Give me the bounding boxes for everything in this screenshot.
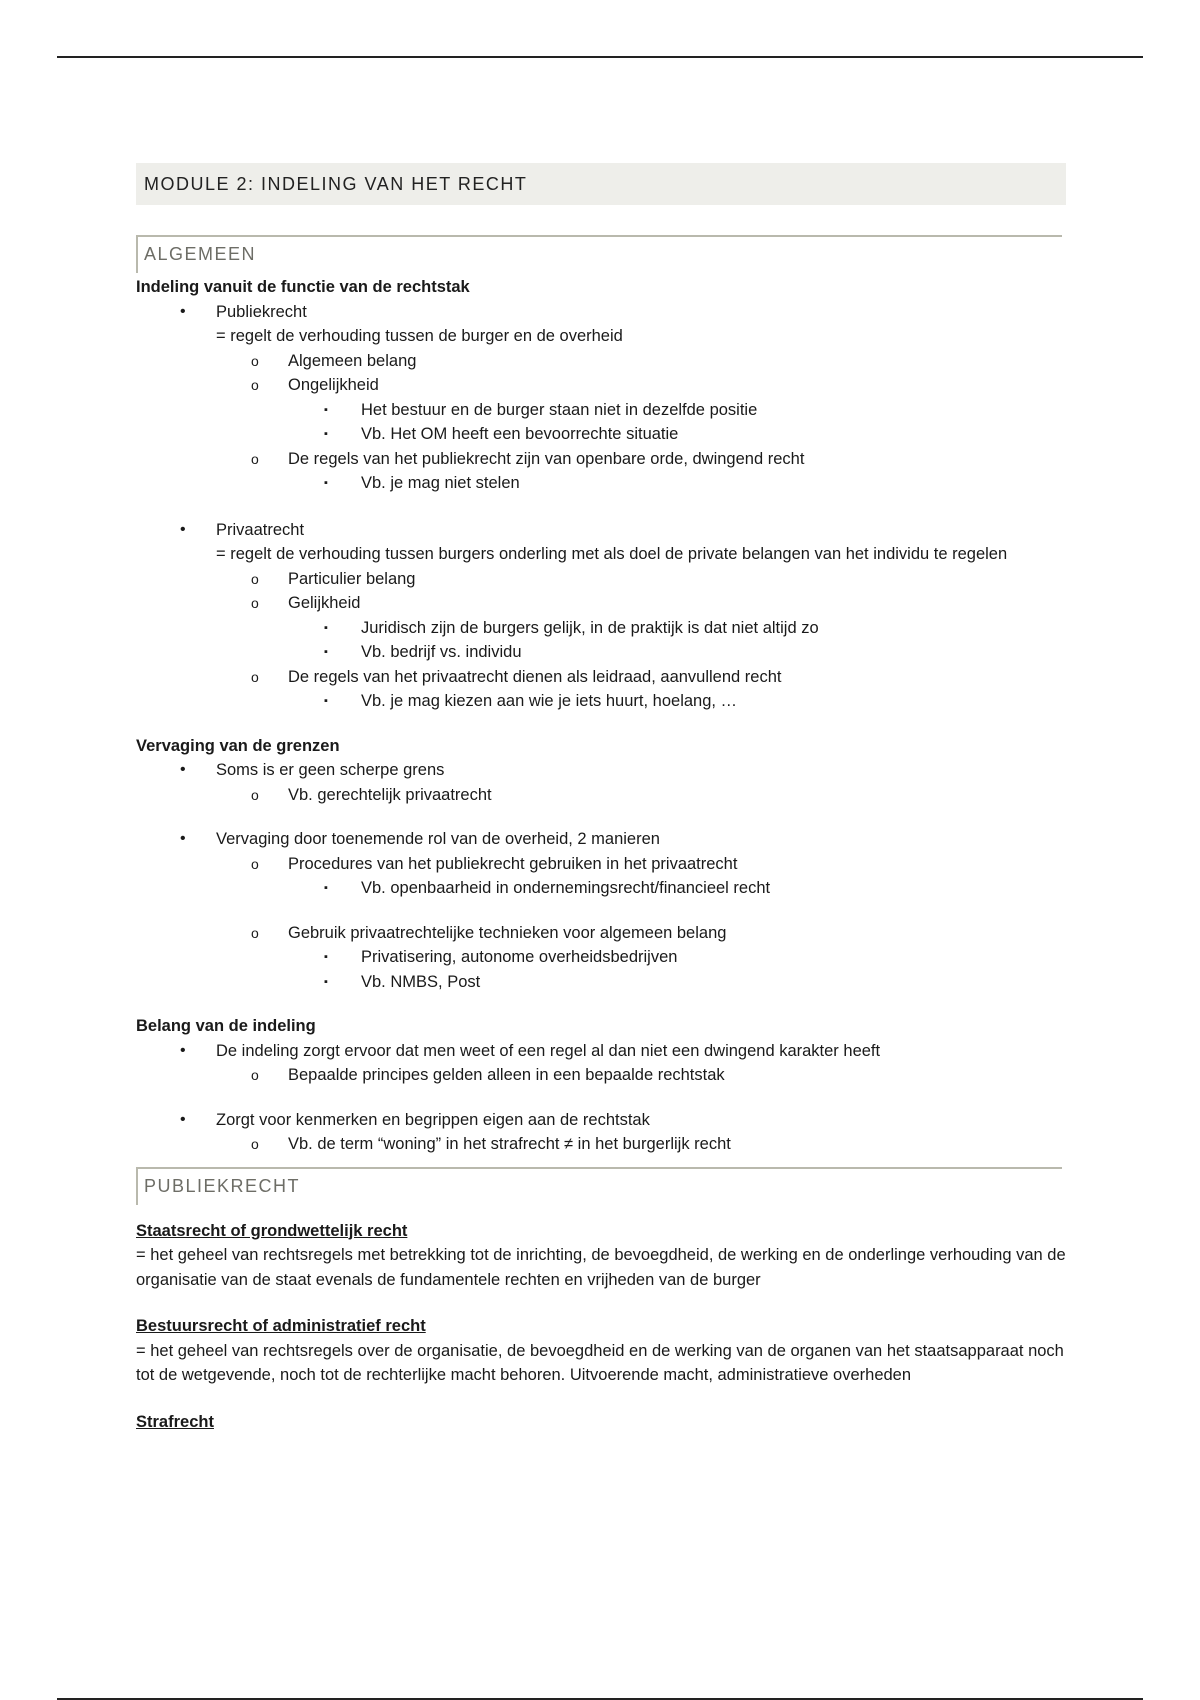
list-item [136,945,1066,970]
list-item [136,518,1066,543]
item-text: Vb. openbaarheid in ondernemingsrecht/financieel recht [361,879,771,897]
item-text: Vb. je mag niet stelen [361,474,520,492]
section-label: PUBLIEKRECHT [144,1175,301,1196]
square-marker: ▪ [324,621,328,634]
module-title: MODULE 2: INDELING VAN HET RECHT [136,163,1066,205]
square-marker: ▪ [324,403,328,416]
list-item [136,373,1066,398]
list-item [136,1063,1066,1088]
list-item [136,1108,1066,1133]
page-content [136,163,1066,1434]
square-marker: ▪ [324,882,328,894]
item-text: Publiekrecht [216,302,307,321]
list-item [136,970,1066,995]
item-text: Het bestuur en de burger staan niet in dezelfde positie [361,400,758,419]
definition-text: = regelt de verhouding tussen de burger en de overheid [216,327,623,345]
square-marker: ▪ [324,646,328,658]
circle-marker: o [251,924,259,941]
item-text: Ongelijkheid [288,376,379,394]
circle-marker: o [251,1067,259,1083]
item-text: Algemeen belang [288,351,417,370]
heading-strafrecht: Strafrecht [136,1412,214,1431]
bullet-marker: • [180,830,186,847]
bestuursrecht-definition: = het geheel van rechtsregels over de organisatie, de bevoegdheid en de werking van de organen van het staatsapparaat noch tot de wetgevende, noch tot de rechterlijke macht behoren. Uitvoerende macht, administratieve overheden [136,1341,1064,1384]
item-text: Procedures van het publiekrecht gebruiken in het privaatrecht [288,854,738,873]
square-marker: ▪ [324,695,328,707]
item-text: Particulier belang [288,569,416,588]
list-item [136,665,1066,690]
definition-text: = regelt de verhouding tussen burgers onderling met als doel de private belangen van het individu te regelen [216,545,1008,563]
item-text: Privaatrecht [216,520,305,539]
item-text: Vb. NMBS, Post [361,972,481,991]
circle-marker: o [251,855,259,872]
square-marker: ▪ [324,975,328,988]
circle-marker: o [251,595,259,611]
item-text: Soms is er geen scherpe grens [216,761,445,779]
list-item [136,447,1066,472]
header-rule [57,56,1143,58]
bullet-marker: • [180,520,186,538]
item-text: Gelijkheid [288,594,361,612]
section-heading-algemeen [136,235,1066,273]
circle-marker: o [251,668,259,685]
item-text: Vervaging door toenemende rol van de overheid, 2 manieren [216,830,660,848]
item-text: De indeling zorgt ervoor dat men weet of een regel al dan niet een dwingend karakter heeft [216,1041,881,1060]
bullet-marker: • [180,1110,186,1128]
bullet-marker: • [180,761,186,778]
circle-marker: o [251,1136,259,1152]
item-text: Vb. bedrijf vs. individu [361,643,522,661]
list-item [136,567,1066,592]
item-text: Bepaalde principes gelden alleen in een bepaalde rechtstak [288,1066,725,1084]
heading-indeling: Indeling vanuit de functie van de rechtstak [136,278,470,296]
list-item [136,349,1066,374]
list-item [136,921,1066,946]
section-frame [136,235,1062,273]
heading-staatsrecht: Staatsrecht of grondwettelijk recht [136,1221,408,1240]
list-item [136,1132,1066,1157]
item-text: Vb. gerechtelijk privaatrecht [288,785,492,804]
section-label: ALGEMEEN [144,244,257,264]
item-text: Gebruik privaatrechtelijke technieken voor algemeen belang [288,923,727,942]
list-item [136,1039,1066,1064]
item-text: Vb. je mag kiezen aan wie je iets huurt, hoelang, … [361,692,738,710]
square-marker: ▪ [324,428,328,440]
list-item [136,422,1066,447]
list-item [136,640,1066,665]
circle-marker: o [251,377,259,393]
circle-marker: o [251,570,259,587]
circle-marker: o [251,786,259,803]
square-marker: ▪ [324,951,328,963]
item-text: De regels van het publiekrecht zijn van openbare orde, dwingend recht [288,449,805,468]
list-item [136,471,1066,496]
list-item [136,616,1066,641]
item-text: Privatisering, autonome overheidsbedrijven [361,948,678,966]
list-item [136,300,1066,325]
section-heading-publiekrecht [136,1167,1066,1205]
circle-marker: o [251,352,259,369]
square-marker: ▪ [324,477,328,489]
bullet-marker: • [180,302,186,320]
list-item [136,398,1066,423]
list-item [136,852,1066,877]
item-text: Juridisch zijn de burgers gelijk, in de praktijk is dat niet altijd zo [361,618,819,637]
list-item [136,783,1066,808]
list-item [136,827,1066,852]
item-text: Zorgt voor kenmerken en begrippen eigen aan de rechtstak [216,1110,650,1129]
item-text: Vb. Het OM heeft een bevoorrechte situatie [361,425,679,443]
bullet-marker: • [180,1041,186,1059]
item-text: Vb. de term “woning” in het strafrecht ≠ in het burgerlijk recht [288,1135,731,1153]
list-item [136,758,1066,783]
item-text: De regels van het privaatrecht dienen als leidraad, aanvullend recht [288,667,782,686]
staatsrecht-definition: = het geheel van rechtsregels met betrekking tot de inrichting, de bevoegdheid, de werking en de onderlinge verhouding van de organisatie van de staat evenals de fundamentele rechten en vrijheden van de burger [136,1246,1066,1289]
list-item [136,591,1066,616]
list-item [136,689,1066,714]
heading-belang: Belang van de indeling [136,1017,316,1035]
circle-marker: o [251,450,259,467]
heading-vervaging: Vervaging van de grenzen [136,736,340,755]
heading-bestuursrecht: Bestuursrecht of administratief recht [136,1317,426,1335]
list-item [136,876,1066,901]
